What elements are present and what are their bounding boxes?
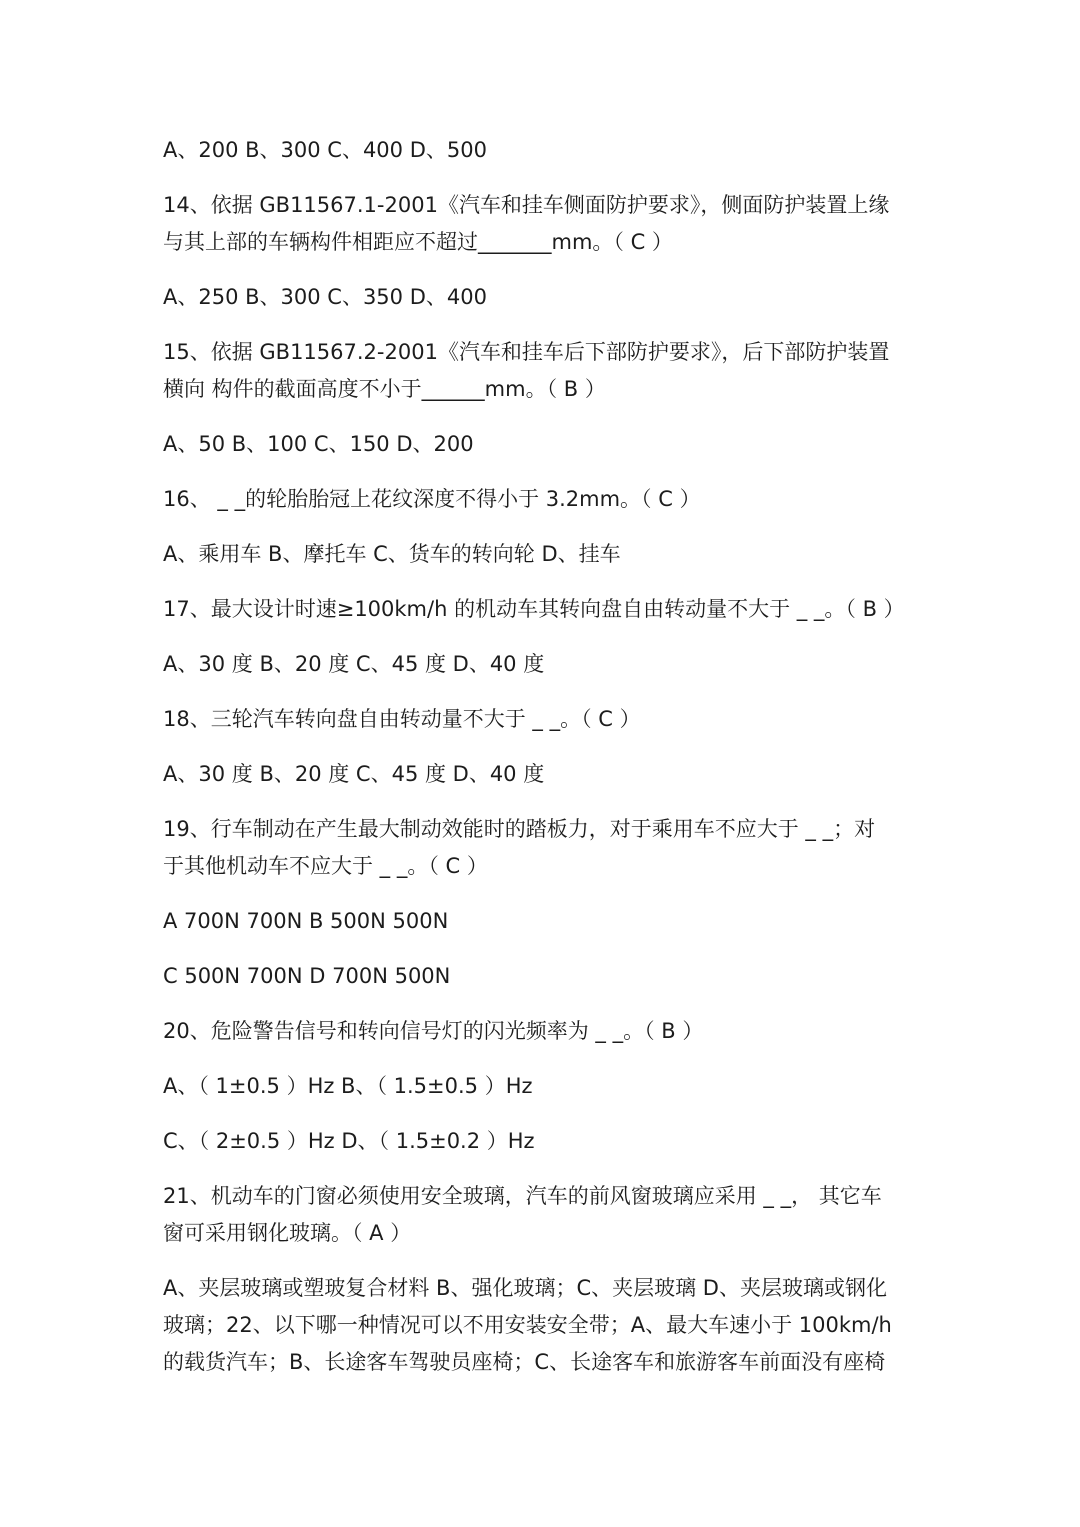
question-20: 20、危险警告信号和转向信号灯的闪光频率为 _ _。（ B ） <box>163 1019 704 1043</box>
question-21-line-1: 21、机动车的门窗必须使用安全玻璃，汽车的前风窗玻璃应采用 _ _， 其它车 <box>163 1184 882 1208</box>
answer-options-21-line-3: 的载货汽车；B、长途客车驾驶员座椅；C、长途客车和旅游客车前面没有座椅 <box>163 1350 886 1374</box>
paragraph-gap <box>163 463 943 481</box>
answer-options-20-row-1: A、（ 1±0.5 ）Hz B、（ 1.5±0.5 ）Hz <box>163 1074 533 1098</box>
paragraph-gap <box>163 408 943 426</box>
question-19-line-2: 于其他机动车不应大于 _ _。（ C ） <box>163 854 488 878</box>
answer-options-19-row-2: C 500N 700N D 700N 500N <box>163 964 451 988</box>
answer-options-19-row-1: A 700N 700N B 500N 500N <box>163 909 449 933</box>
question-14-line-2: 与其上部的车辆构件相距应不超过_______mm。（ C ） <box>163 230 673 254</box>
paragraph-gap <box>163 316 943 334</box>
paragraph-gap <box>163 518 943 536</box>
question-18: 18、三轮汽车转向盘自由转动量不大于 _ _。（ C ） <box>163 707 641 731</box>
answer-options-20-row-2: C、（ 2±0.5 ）Hz D、（ 1.5±0.2 ）Hz <box>163 1129 535 1153</box>
paragraph-gap <box>163 940 943 958</box>
answer-options-18: A、30 度 B、20 度 C、45 度 D、40 度 <box>163 762 545 786</box>
question-21-line-2: 窗可采用钢化玻璃。（ A ） <box>163 1221 412 1245</box>
paragraph-gap <box>163 793 943 811</box>
question-17: 17、最大设计时速≥100km/h 的机动车其转向盘自由转动量不大于 _ _。（ B ） <box>163 597 905 621</box>
question-15-line-2: 横向 构件的截面高度不小于______mm。（ B ） <box>163 377 606 401</box>
paragraph-gap <box>163 885 943 903</box>
paragraph-gap <box>163 261 943 279</box>
paragraph-gap <box>163 738 943 756</box>
paragraph-gap <box>163 1160 943 1178</box>
question-15-line-1: 15、依据 GB11567.2-2001《汽车和挂车后下部防护要求》，后下部防护装置 <box>163 340 890 364</box>
paragraph-gap <box>163 169 943 187</box>
document-body <box>163 132 943 1381</box>
answer-options-13: A、200 B、300 C、400 D、500 <box>163 138 487 162</box>
answer-options-14: A、250 B、300 C、350 D、400 <box>163 285 487 309</box>
question-16: 16、 _ _的轮胎胎冠上花纹深度不得小于 3.2mm。（ C ） <box>163 487 701 511</box>
question-14-line-1: 14、依据 GB11567.1-2001《汽车和挂车侧面防护要求》，侧面防护装置上缘 <box>163 193 890 217</box>
question-19-line-1: 19、行车制动在产生最大制动效能时的踏板力，对于乘用车不应大于 _ _；对 <box>163 817 876 841</box>
paragraph-gap <box>163 573 943 591</box>
paragraph-gap <box>163 1105 943 1123</box>
paragraph-gap <box>163 1252 943 1270</box>
answer-options-15: A、50 B、100 C、150 D、200 <box>163 432 474 456</box>
paragraph-gap <box>163 683 943 701</box>
answer-options-21-line-1: A、夹层玻璃或塑玻复合材料 B、强化玻璃；C、夹层玻璃 D、夹层玻璃或钢化 <box>163 1276 887 1300</box>
paragraph-gap <box>163 1050 943 1068</box>
paragraph-gap <box>163 628 943 646</box>
answer-options-16: A、乘用车 B、摩托车 C、货车的转向轮 D、挂车 <box>163 542 621 566</box>
answer-options-17: A、30 度 B、20 度 C、45 度 D、40 度 <box>163 652 545 676</box>
paragraph-gap <box>163 995 943 1013</box>
answer-options-21-line-2: 玻璃；22、以下哪一种情况可以不用安装安全带；A、最大车速小于 100km/h <box>163 1313 892 1337</box>
